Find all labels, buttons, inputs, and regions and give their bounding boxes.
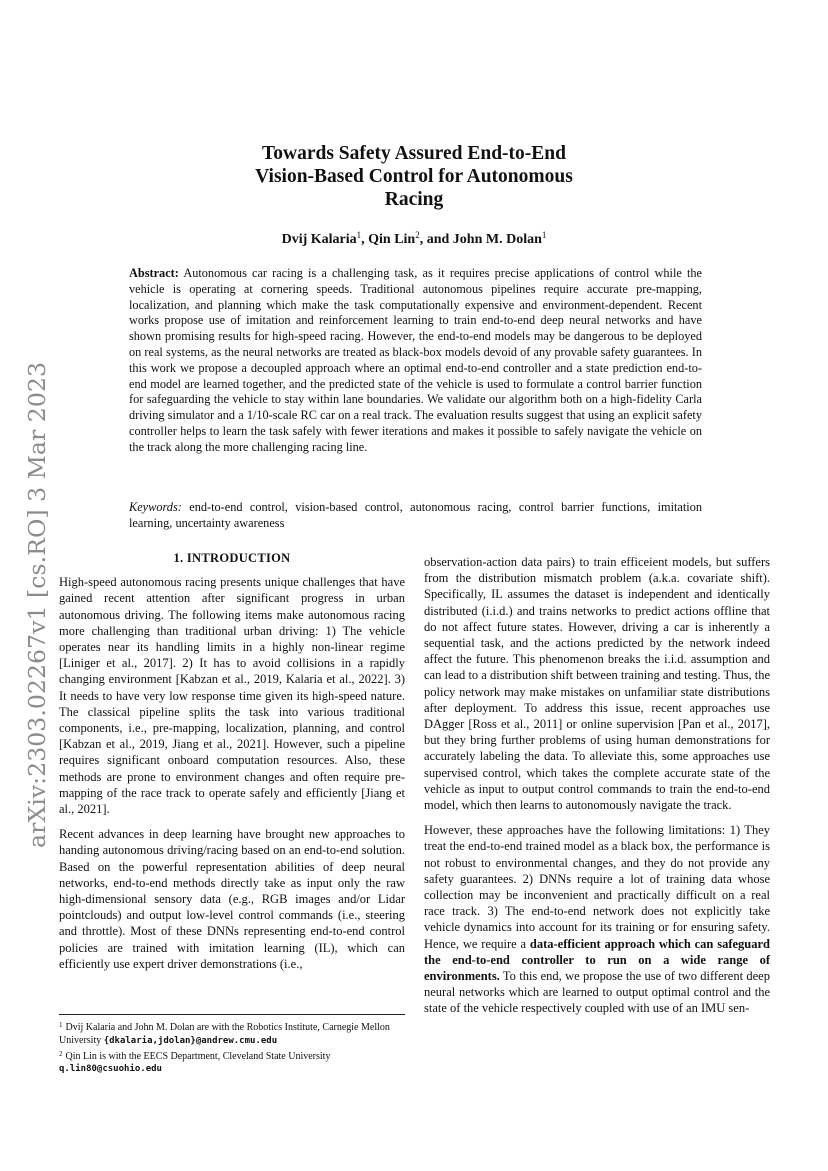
author-2: Qin Lin (368, 232, 416, 247)
footnote-1-email: {dkalaria,jdolan}@andrew.cmu.edu (103, 1035, 278, 1046)
author-3-affiliation-mark: 1 (541, 230, 547, 240)
intro-paragraph-3: observation-action data pairs) to train efficeient models, but suffers from the distribution mismatch problem (a.k.a. covariate shift). Specifically, IL assumes the dataset is independent and identically distributed (i.i.d.) and trains networks to predict actions offline that do not affect future states. However, driving a car is inherently a sequential task, and the actions predicted by the network indeed affect the future. This phenomenon breaks the i.i.d. assumption and can lead to a distribution shift between training and testing. Thus, the policy network may make mistakes on unfamiliar state distributions after deployment. To address this issue, recent approaches use DAgger [Ross et al., 2011] or online supervision [Pan et al., 2017], but they bring further problems of using human demonstrations for accurately labeling the data. To alleviate this, some approaches use supervised control, which takes the complete accurate state of the vehicle as input to output control commands to train the end-to-end model, which then learns to autonomously navigate the track. (424, 555, 770, 813)
footnote-1-text: Dvij Kalaria and John M. Dolan are with the Robotics Institute, Carnegie Mellon University (59, 1022, 390, 1046)
abstract (129, 266, 702, 456)
footnote-2-email: q.lin80@csuohio.edu (59, 1064, 162, 1075)
author-list: Dvij Kalaria$^1$, Qin Lin$^2$, and John M. Dolan$^1$ (281, 230, 547, 247)
footnote-1-mark: 1 (59, 1021, 63, 1029)
left-column (59, 550, 405, 981)
right-column (424, 554, 770, 1026)
author-1: Dvij Kalaria (281, 232, 357, 247)
intro-paragraph-2: Recent advances in deep learning have brought new approaches to handing autonomous driving/racing based on an end-to-end solution. Based on the powerful representation abilities of deep neural networks, end-to-end methods directly take as input only the raw high-dimensional sensory data (e.g., RGB images and/or Lidar pointclouds) and output low-level control commands (i.e., steering and throttle). Most of these DNNs representing end-to-end control policies are trained with imitation learning (IL), which can efficiently use expert driver demonstrations (i.e., (59, 827, 405, 971)
section-heading-introduction: 1. INTRODUCTION (173, 551, 291, 565)
intro-paragraph-4-end: To this end, we propose the use of two different deep neural networks which are learned to output optimal control and the state of the vehicle respectively coupled with use of an IMU sen- (424, 969, 770, 1016)
abstract-label: Abstract: (129, 266, 179, 280)
arxiv-identifier-stamp (18, 360, 54, 850)
footnote-2 (59, 1048, 405, 1077)
intro-paragraph-4-start: However, these approaches have the following limitations: 1) They treat the end-to-end trained model as a black box, the performance is not robust to environmental changes, and they do not provide any safety guarantees. 2) DNNs require a lot of training data whose collection may be inconvenient and practically difficult on a real race track. 3) The end-to-end network does not explicitly take vehicle dynamics into account for its training or for ensuring safety. Hence, we require a (424, 823, 770, 951)
title-line-2: Vision-Based Control for Autonomous (255, 166, 573, 187)
abstract-text: Autonomous car racing is a challenging task, as it requires precise applications of control while the vehicle is operating at cornering speeds. Traditional autonomous pipelines require accurate pre-mapping, localization, and planning which make the task computationally expensive and environment-dependent. Recent works propose use of imitation and reinforcement learning to train end-to-end deep neural networks and have shown promising results for high-speed racing. However, the end-to-end models may be dangerous to be deployed on real systems, as the neural networks are treated as black-box models devoid of any provable safety guarantees. In this work we propose a decoupled approach where an optimal end-to-end controller and a state prediction end-to-end model are learned together, and the predicted state of the vehicle is used to formulate a control barrier function for safeguarding the vehicle to stay within lane boundaries. We validate our algorithm both on a high-fidelity Carla driving simulator and a 1/10-scale RC car on a real track. The evaluation results suggest that using an explicit safety controller helps to learn the task safely with fewer iterations and makes it possible to safely navigate the vehicle on the track along the more challenging racing line. (129, 266, 702, 454)
author-1-affiliation-mark: 1 (356, 230, 362, 240)
intro-paragraph-4-emphasis: data-efficient approach which can safeguard the end-to-end controller to run on a wide range of environments. (424, 936, 770, 984)
intro-paragraph-1: High-speed autonomous racing presents unique challenges that have gained recent attention after significant progress in urban autonomous driving. The following items make autonomous racing more challenging than traditional urban driving: 1) The vehicle operates near its handling limits in a highly non-linear regime [Liniger et al., 2017]. 2) It has to avoid collisions in a rapidly changing environment [Kabzan et al., 2019, Kalaria et al., 2022]. 3) It needs to have very low response time given its high-speed nature. The classical pipeline splits the task into various traditional components, i.e., pre-mapping, localization, planning, and control [Kabzan et al., 2019, Jiang et al., 2021]. However, such a pipeline requires significant onboard computation resources. Also, these methods are prone to environment changes and often require pre-mapping of the race track to operate safely and efficiently [Jiang et al., 2021]. (59, 575, 405, 817)
author-3: and John M. Dolan (426, 232, 542, 247)
footnote-2-text: Qin Lin is with the EECS Department, Cleveland State University (65, 1050, 331, 1062)
footnote-1 (59, 1019, 405, 1048)
arxiv-stamp-text: arXiv:2303.02267v1 [cs.RO] 3 Mar 2023 (25, 375, 51, 848)
footnote-2-mark: 2 (59, 1049, 63, 1058)
paper-title (160, 142, 668, 211)
keywords (129, 500, 702, 532)
intro-paragraph-4 (424, 822, 770, 1016)
keywords-text: end-to-end control, vision-based control, autonomous racing, control barrier functions, imitation learning, uncertainty awareness (129, 500, 702, 530)
title-line-1: Towards Safety Assured End-to-End (262, 143, 566, 164)
footnotes (59, 1014, 405, 1076)
keywords-label: Keywords: (129, 500, 182, 514)
author-2-affiliation-mark: 2 (415, 230, 420, 240)
title-line-3: Racing (384, 189, 444, 210)
